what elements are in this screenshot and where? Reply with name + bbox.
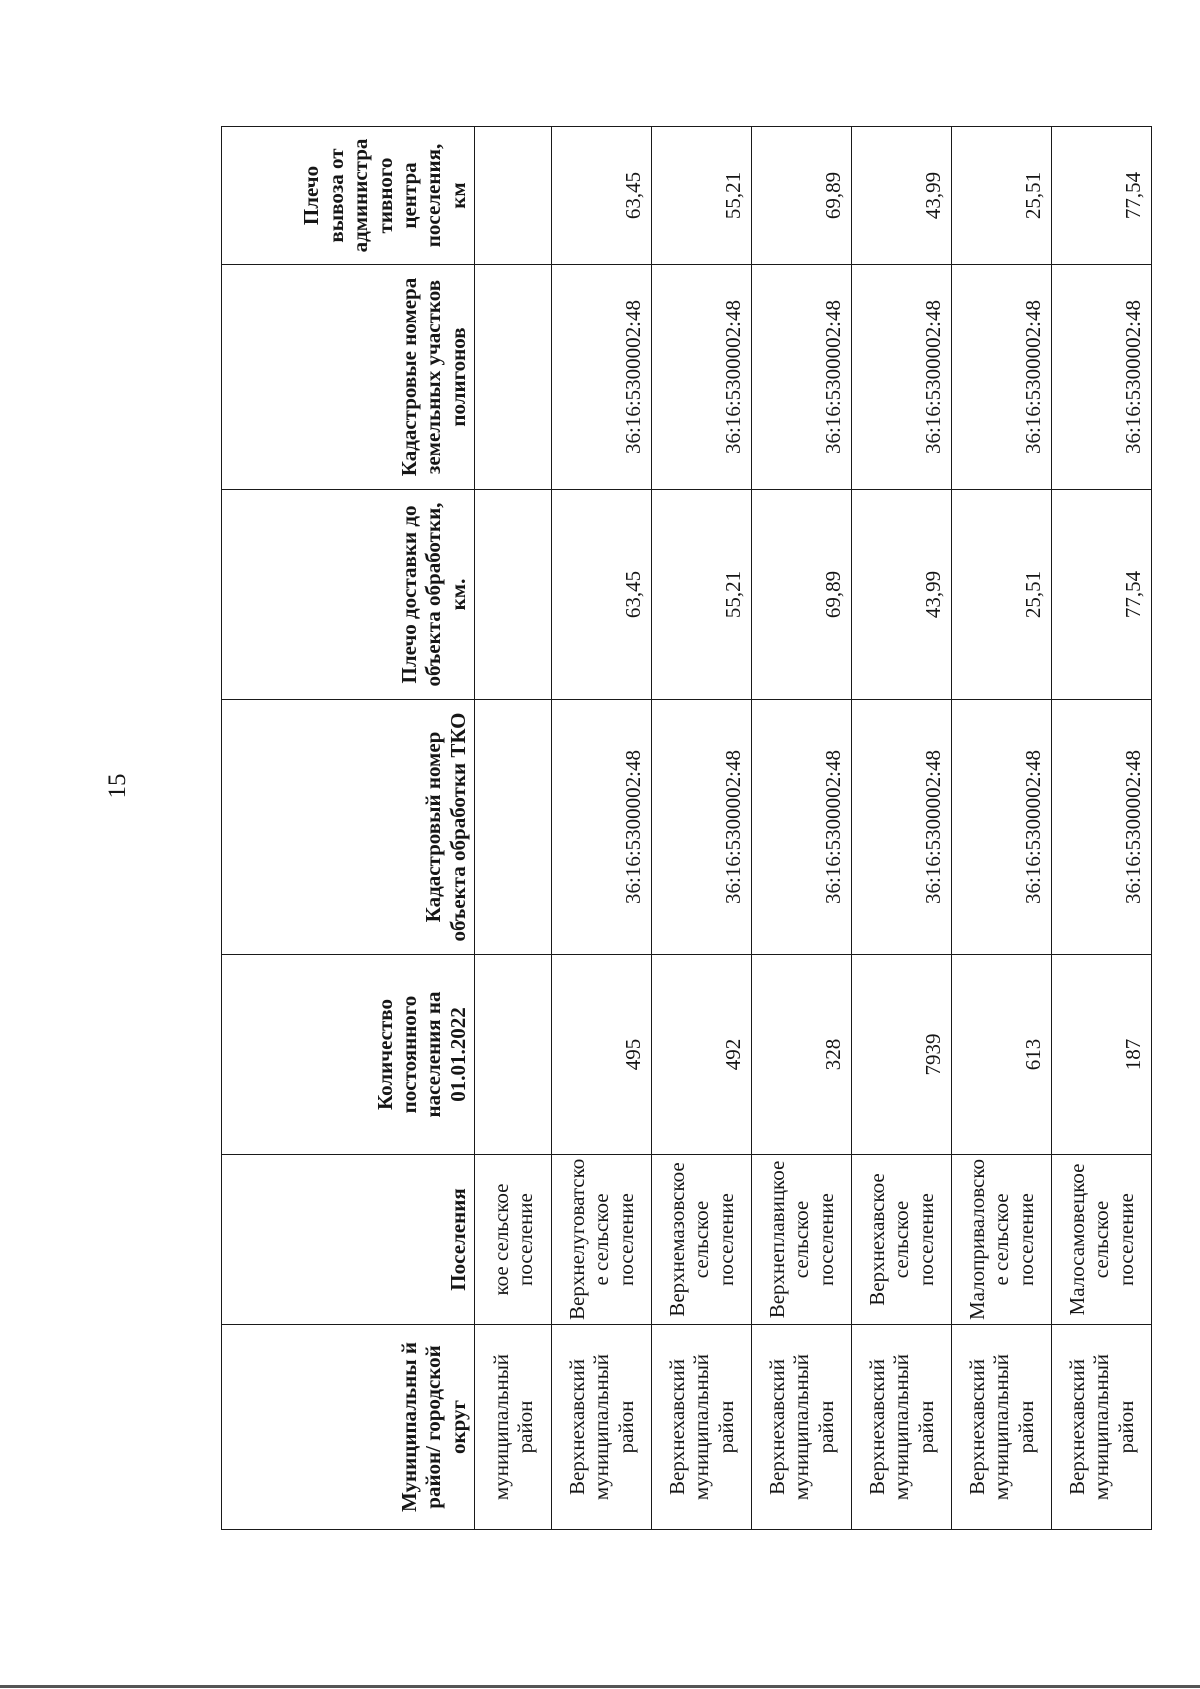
header-delivery-distance: Плечо доставки до объекта обработки, км.: [222, 490, 475, 700]
table-row: [852, 127, 952, 1530]
cell-district: Верхнехавский муниципальный район: [752, 1325, 852, 1530]
cell-district: Верхнехавский муниципальный район: [852, 1325, 952, 1530]
cell-population: 7939: [852, 955, 952, 1155]
cell-delivery-distance: 43,99: [852, 490, 952, 700]
cell-population: 495: [552, 955, 652, 1155]
table-row: [552, 127, 652, 1530]
scan-edge-line: [0, 1685, 1200, 1688]
cell-population: 492: [652, 955, 752, 1155]
table-row: [752, 127, 852, 1530]
cell-landfill-cadastral: 36:16:5300002:48: [752, 265, 852, 490]
header-municipal-district: Муниципальны й район/ городской округ: [222, 1325, 475, 1530]
cell-district: Верхнехавский муниципальный район: [552, 1325, 652, 1530]
cell-processing-cadastral: 36:16:5300002:48: [752, 700, 852, 955]
header-population: Количество постоянного населения на 01.01.2022: [222, 955, 475, 1155]
cell-landfill-cadastral: [475, 265, 552, 490]
cell-settlement: Малосамовецкое сельское поселение: [1052, 1155, 1152, 1325]
cell-population: 328: [752, 955, 852, 1155]
cell-district: Верхнехавский муниципальный район: [652, 1325, 752, 1530]
cell-export-distance: 25,51: [952, 127, 1052, 265]
header-landfill-cadastral: Кадастровые номера земельных участков полигонов: [222, 265, 475, 490]
cell-landfill-cadastral: 36:16:5300002:48: [1052, 265, 1152, 490]
table-row: [652, 127, 752, 1530]
cell-delivery-distance: 63,45: [552, 490, 652, 700]
table-header-row: [222, 127, 475, 1530]
cell-landfill-cadastral: 36:16:5300002:48: [652, 265, 752, 490]
cell-export-distance: 69,89: [752, 127, 852, 265]
settlements-table: [221, 126, 1152, 1530]
page-number: 15: [104, 773, 131, 799]
cell-processing-cadastral: 36:16:5300002:48: [552, 700, 652, 955]
table-row: [952, 127, 1052, 1530]
cell-export-distance: 55,21: [652, 127, 752, 265]
cell-delivery-distance: 25,51: [952, 490, 1052, 700]
cell-district: Верхнехавский муниципальный район: [952, 1325, 1052, 1530]
cell-processing-cadastral: 36:16:5300002:48: [852, 700, 952, 955]
cell-export-distance: 63,45: [552, 127, 652, 265]
cell-landfill-cadastral: 36:16:5300002:48: [952, 265, 1052, 490]
cell-processing-cadastral: [475, 700, 552, 955]
cell-population: 613: [952, 955, 1052, 1155]
header-processing-cadastral: Кадастровый номер объекта обработки ТКО: [222, 700, 475, 955]
cell-district: Верхнехавский муниципальный район: [1052, 1325, 1152, 1530]
cell-settlement: кое сельское поселение: [475, 1155, 552, 1325]
table-row: [1052, 127, 1152, 1530]
cell-settlement: Верхнемазовское сельское поселение: [652, 1155, 752, 1325]
cell-export-distance: 77,54: [1052, 127, 1152, 265]
cell-population: [475, 955, 552, 1155]
cell-settlement: Верхнелуговатско е сельское поселение: [552, 1155, 652, 1325]
cell-settlement: Верхнеплавицкое сельское поселение: [752, 1155, 852, 1325]
cell-settlement: Малоприваловско е сельское поселение: [952, 1155, 1052, 1325]
cell-population: 187: [1052, 955, 1152, 1155]
cell-processing-cadastral: 36:16:5300002:48: [1052, 700, 1152, 955]
cell-delivery-distance: 69,89: [752, 490, 852, 700]
cell-export-distance: 43,99: [852, 127, 952, 265]
header-export-distance: Плечо вывоза от администра тивного центра поселения, км: [222, 127, 475, 265]
cell-landfill-cadastral: 36:16:5300002:48: [552, 265, 652, 490]
cell-delivery-distance: 77,54: [1052, 490, 1152, 700]
cell-processing-cadastral: 36:16:5300002:48: [652, 700, 752, 955]
cell-export-distance: [475, 127, 552, 265]
cell-delivery-distance: 55,21: [652, 490, 752, 700]
cell-landfill-cadastral: 36:16:5300002:48: [852, 265, 952, 490]
cell-district: муниципальный район: [475, 1325, 552, 1530]
rotated-table-container: [221, 127, 1145, 1530]
cell-processing-cadastral: 36:16:5300002:48: [952, 700, 1052, 955]
cell-settlement: Верхнехавское сельское поселение: [852, 1155, 952, 1325]
header-settlements: Поселения: [222, 1155, 475, 1325]
cell-delivery-distance: [475, 490, 552, 700]
table-row: [475, 127, 552, 1530]
